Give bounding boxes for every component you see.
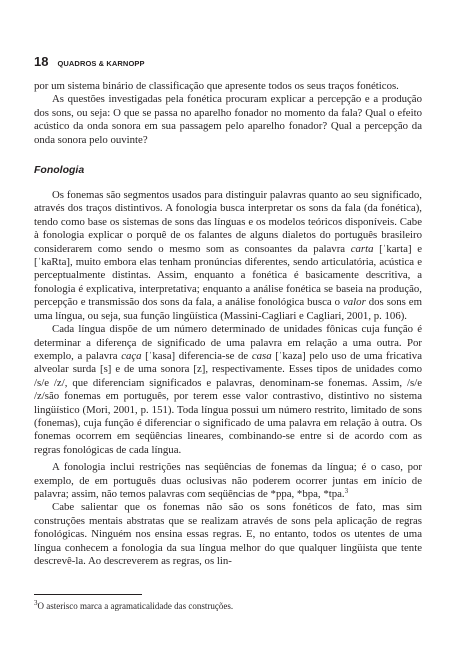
- footnote-mark: 3: [34, 599, 38, 607]
- footnote-divider: [34, 594, 142, 595]
- paragraph-construcoes-mentais: Cabe salientar que os fonemas não são os sons fonéticos de fato, mas sim construções mentais abstratas que se realizam através de sons pela aplicação de regras fonológicas. Ninguém nos ensina essas regras. E, no entanto, todos os utentes de uma língua conhecem a fonologia da sua língua melhor do que qualquer lingüista que tente descrevê-la. Ao descreverem as regras, os lin-: [34, 501, 422, 567]
- footnote-reference: 3: [344, 486, 349, 495]
- footnote-text: O asterisco marca a agramaticalidade das construções.: [37, 601, 234, 611]
- paragraph-unidades-fonicas: Cada língua dispõe de um número determinado de unidades fônicas cuja função é determinar a diferença de significado de uma palavra em relação a uma outra. Por exemplo, a palavra caça [ˈkasa] diferencia-se de casa [ˈkaza] pelo uso de uma fricativa alveolar surda [s] e de uma sonora [z], respectivamente. Esses tipos de unidades como /s/e /z/, que diferenciam significados e palavras, denominam-se fonemas. Assim, /s/e /z/são fonemas em português, por terem esse valor contrastivo, distintivo no sistema lingüístico (Mori, 2001, p. 151). Toda língua possui um número restrito, limitado de sons (fonemas), cuja função é diferenciar o significado de uma palavra em relação à outra. Os fonemas ocorrem em seqüências lineares, combinando-se entre si de acordo com as regras fonológicas de cada língua.: [34, 323, 422, 456]
- paragraph-restricoes: A fonologia inclui restrições nas seqüências de fonemas da língua; é o caso, por exemplo, de em português duas oclusivas não poderem ocorrer juntas em início de palavra; assim, não temos palavras com seqüências de *ppa, *bpa, *tpa.$^3$: [34, 461, 422, 500]
- running-title: QUADROS & KARNOPP: [57, 59, 145, 68]
- page-number: 18: [34, 54, 49, 69]
- page-header: [34, 54, 145, 69]
- paragraph-intro: por um sistema binário de classificação que apresente todos os seus traços fonéticos.: [34, 80, 399, 92]
- section-heading: Fonologia: [34, 164, 85, 177]
- paragraph-questions: As questões investigadas pela fonética procuram explicar a percepção e a produção dos sons, ou seja: O que se passa no aparelho fonador no momento da fala? Qual o efeito acústico da onda sonora em sua passagem pelo aparelho fonador? Qual a percepção da onda sonora pelo ouvinte?: [34, 93, 422, 146]
- footnote: [34, 601, 422, 612]
- page-body: [34, 80, 422, 568]
- paragraph-fonemas: Os fonemas são segmentos usados para distinguir palavras quanto ao seu significado, através dos traços distintivos. A fonologia busca interpretar os sons da fala (da fonética), tendo como base os sistemas de sons das línguas e os modelos teóricos disponíveis. Cabe à fonologia explicar o porquê de os falantes de alguns dialetos do português brasileiro considerarem como sendo o mesmo som as consoantes da palavra carta [ˈkarta] e [ˈkaRta], muito embora elas tenham pronúncias diferentes, sendo articulatória, acústica e perceptualmente distintas. Assim, enquanto a fonética é basicamente descritiva, a fonologia é explicativa, interpretativa; enquanto a análise fonética se baseia na produção, percepção e transmissão dos sons da fala, a análise fonológica busca o valor dos sons em uma língua, ou seja, sua função lingüística (Massini-Cagliari e Cagliari, 2001, p. 106).: [34, 189, 422, 322]
